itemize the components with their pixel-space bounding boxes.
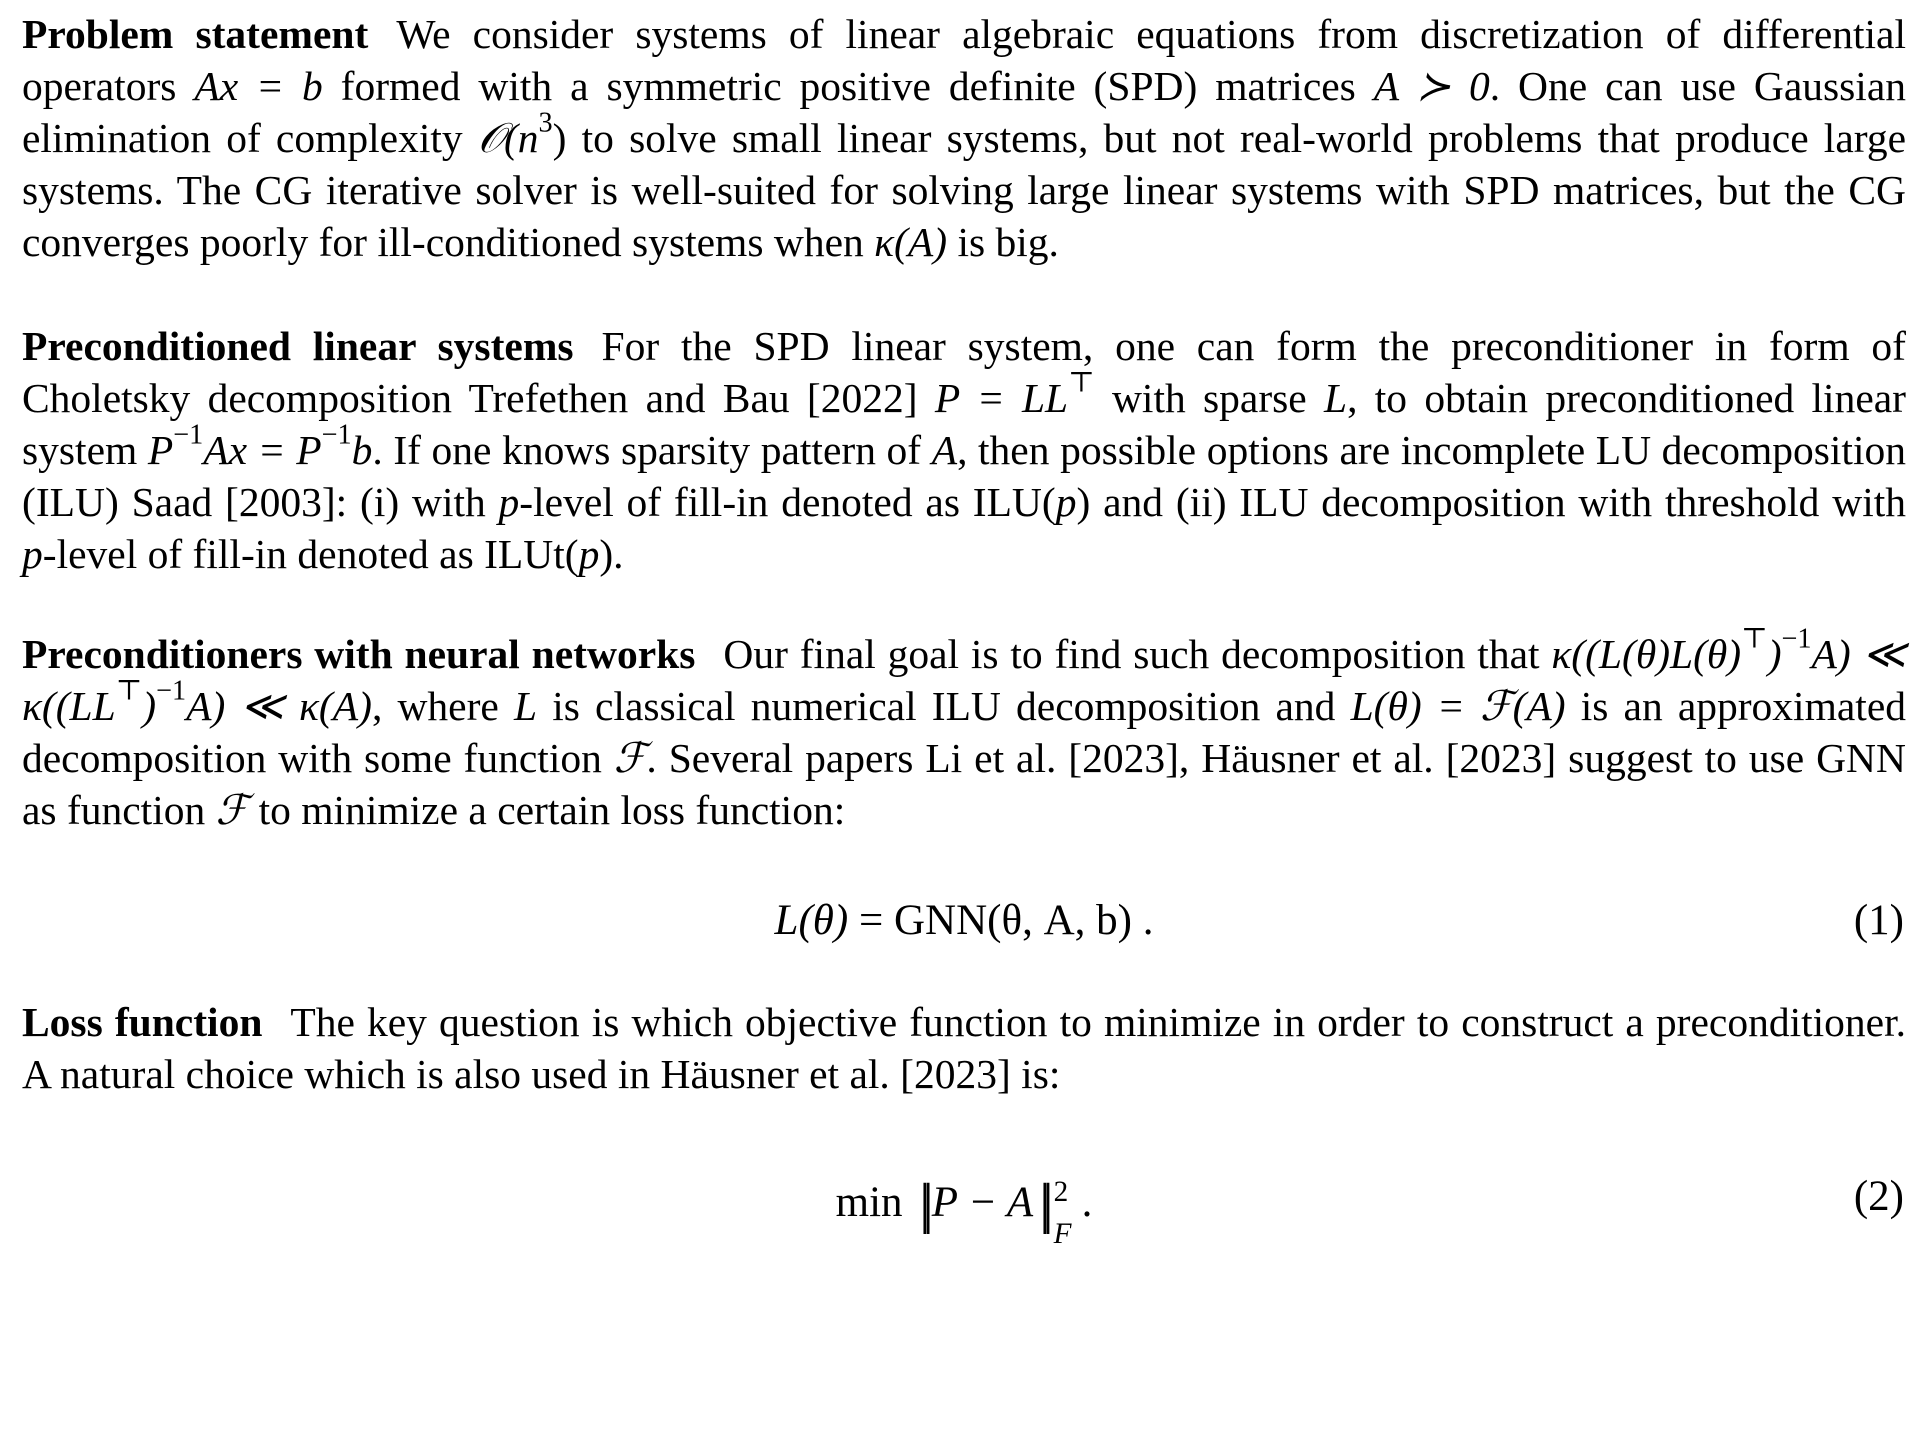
paragraph-loss-function (22, 996, 1906, 1100)
math-inline: P = LL (934, 375, 1069, 421)
math-inline: p (22, 531, 43, 577)
text: , where (371, 683, 514, 729)
paper-page (22, 8, 1906, 1250)
math-inline: (A) (1512, 683, 1566, 729)
math-inline: A) ≪ κ((LL (22, 631, 1906, 729)
math-superscript: 3 (538, 107, 553, 139)
math-inline: p (1055, 479, 1077, 525)
math-inline: κ(A) (874, 219, 948, 265)
math-inline: Ax = P (203, 427, 322, 473)
equation-lhs: L(θ) (774, 897, 849, 944)
math-inline: A ≻ 0 (1373, 63, 1490, 109)
heading-preconditioned-linear-systems: Preconditioned linear systems (22, 323, 574, 369)
text: The key question is which objective function to minimize in order to construct a preconditioner. A natural choice which is also used in Häusner et al. [2023] is: (22, 999, 1906, 1097)
text: . One can use Gaussian elimination of complexity (22, 63, 1906, 161)
text: formed with a symmetric positive definite (SPD) matrices (322, 63, 1374, 109)
text: . If one knows sparsity pattern of (372, 427, 932, 473)
text: ). (599, 531, 624, 577)
math-inline: A) ≪ κ(A) (186, 683, 372, 729)
text: ) and (ii) ILU decomposition with threshold with (1076, 479, 1906, 525)
math-inline: p (578, 531, 600, 577)
equation-number-2: (2) (1853, 1173, 1904, 1220)
text: We consider systems of linear algebraic equations from discretization of differential operators (22, 11, 1907, 109)
math-superscript: −1 (173, 419, 204, 451)
math-inline: p (498, 479, 520, 525)
equation-2-body: min || P − A || 2 F . (835, 1173, 1093, 1250)
text: is an approximated decomposition with some function (22, 683, 1906, 781)
math-inline: A (931, 427, 958, 473)
equation-rhs: GNN(θ, A, b) . (894, 897, 1154, 944)
math-inline: ) (1767, 631, 1782, 677)
math-superscript: ⊤ (1068, 367, 1095, 399)
text: -level of fill-in denoted as ILUt( (42, 531, 579, 577)
text: , then possible options are incomplete LU decomposition (ILU) Saad [2003]: (i) with (22, 427, 1906, 525)
text: For the SPD linear system, one can form the preconditioner in form of Choletsky decomposition Trefethen and Bau [2022] (22, 323, 1906, 421)
text: , to obtain preconditioned linear system (22, 375, 1906, 473)
heading-problem-statement: Problem statement (22, 11, 369, 57)
math-superscript: −1 (156, 675, 187, 707)
text: with sparse (1094, 375, 1325, 421)
math-inline: L(θ) = (1350, 683, 1480, 729)
equation-min: min (835, 1179, 914, 1226)
equation-1-body (22, 896, 1906, 945)
paragraph-preconditioned-linear-systems (22, 320, 1906, 580)
equation-2 (22, 1100, 1906, 1250)
norm-right-bars: || (1039, 1173, 1046, 1235)
text: . Several papers Li et al. [2023], Häusner et al. [2023] suggest to use GNN as function (22, 735, 1906, 833)
equation-number-1: (1) (1853, 897, 1904, 944)
text: is big. (947, 219, 1059, 265)
math-superscript: ⊤ (115, 675, 143, 707)
math-inline: L (513, 683, 538, 729)
math-inline: 𝒪(n (477, 115, 539, 161)
math-inline: ) (552, 115, 567, 161)
math-superscript: −1 (321, 419, 352, 451)
text: to solve small linear systems, but not real-world problems that produce large systems. The CG iterative solver is well-suited for solving large linear systems with SPD matrices, but the CG converges poorly for ill-conditioned systems when (22, 115, 1906, 265)
text: Our final goal is to find such decomposition that (723, 631, 1552, 677)
heading-preconditioners-neural-networks: Preconditioners with neural networks (22, 631, 696, 677)
text: to minimize a certain loss function: (248, 787, 846, 833)
heading-loss-function: Loss function (22, 999, 263, 1045)
math-calligraphic: ℱ (215, 785, 249, 834)
equation-1 (22, 836, 1906, 974)
paragraph-problem-statement (22, 8, 1906, 268)
text: -level of fill-in denoted as ILU( (519, 479, 1056, 525)
math-superscript: ⊤ (1741, 623, 1768, 655)
math-calligraphic: ℱ (613, 733, 647, 782)
math-inline: b (351, 427, 373, 473)
math-superscript: −1 (1781, 623, 1812, 655)
equation-op: = (848, 897, 894, 944)
equation-inner: P − A (931, 1179, 1034, 1226)
math-inline: ) (142, 683, 157, 729)
norm-left-bars: || (919, 1173, 926, 1235)
math-calligraphic: ℱ (1479, 681, 1513, 730)
math-inline: P (147, 427, 174, 473)
paragraph-preconditioners-neural-networks (22, 623, 1906, 836)
equation-end: . (1081, 1179, 1093, 1226)
text: is classical numerical ILU decomposition and (537, 683, 1351, 729)
math-inline: κ((L(θ)L(θ) (1551, 631, 1742, 677)
math-inline: L (1324, 375, 1348, 421)
math-inline: Ax = b (194, 63, 323, 109)
